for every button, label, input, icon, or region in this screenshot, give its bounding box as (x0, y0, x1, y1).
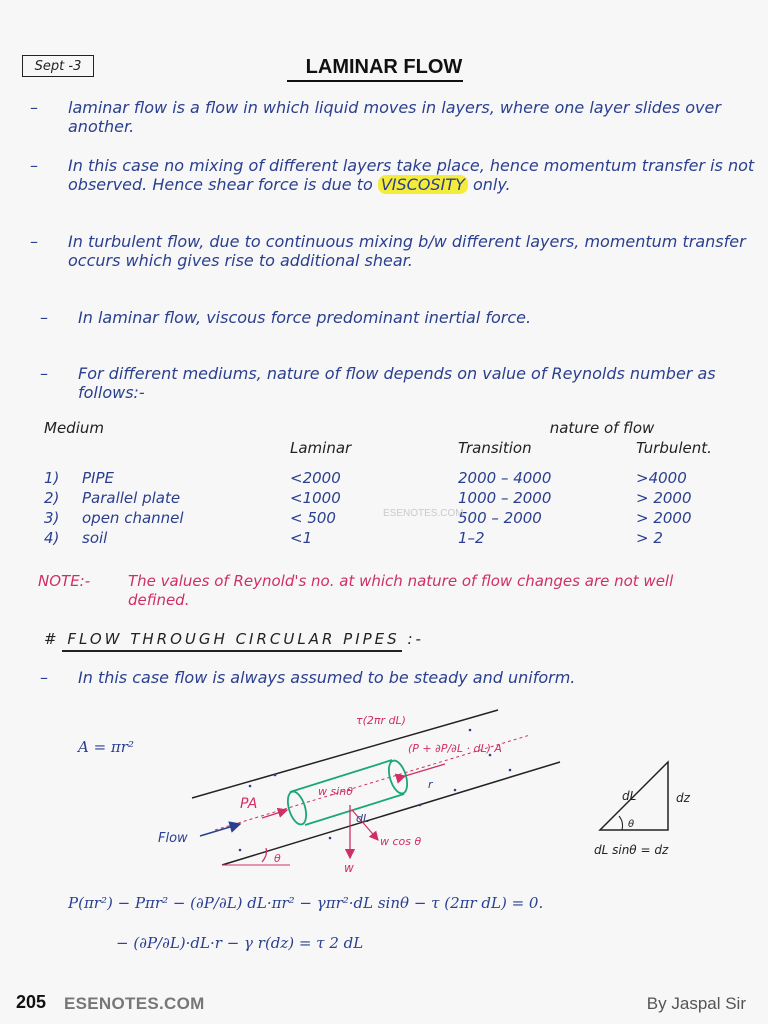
date-box: Sept -3 (22, 55, 94, 77)
label-shear: τ(2πr dL) (356, 714, 406, 727)
paragraph-text: In laminar flow, viscous force predominant inertial force. (78, 308, 532, 327)
tri-dl: dL (622, 789, 637, 803)
paragraph-text: In this case flow is always assumed to be steady and uniform. (78, 668, 576, 687)
label-w: w (344, 861, 354, 875)
paragraph-text: In turbulent flow, due to continuous mixing b/w different layers, momentum transfer occurs which gives rise to additional shear. (68, 232, 746, 270)
col-transition: Transition (458, 439, 532, 457)
equation-1: P(πr²) − Pπr² − (∂P/∂L) dL·πr² − γπr²·dL sinθ − τ (2πr dL) = 0. (68, 894, 544, 912)
paragraph-text: For different mediums, nature of flow depends on value of Reynolds number as follows:- (78, 364, 716, 402)
row-num: 4) (44, 529, 60, 547)
note-text: The values of Reynold's no. at which nature of flow changes are not well defined. (128, 572, 674, 609)
table-row (40, 468, 750, 488)
tri-dz: dz (676, 791, 690, 805)
label-dl: dL (356, 812, 370, 825)
table-row (40, 488, 750, 508)
row-medium: open channel (82, 509, 184, 527)
table-header-top (40, 418, 750, 438)
area-eq: A = πr² (78, 738, 134, 756)
label-wsin: w sinθ (318, 785, 353, 798)
author: By Jaspal Sir (646, 994, 746, 1013)
row-laminar: < 500 (290, 509, 336, 527)
table-row (40, 528, 750, 548)
paragraph-text: laminar flow is a flow in which liquid moves in layers, where one layer slides over another. (68, 98, 721, 136)
angle-arc (262, 848, 267, 862)
note-label: NOTE:- (38, 572, 91, 590)
table-header-columns (40, 438, 750, 458)
row-transition: 1–2 (458, 529, 485, 547)
row-medium: PIPE (82, 469, 114, 487)
paragraph-text (68, 156, 758, 194)
bullet-dash: – (30, 232, 38, 251)
row-turbulent: > 2000 (636, 489, 692, 507)
row-num: 3) (44, 509, 60, 527)
row-laminar: <1000 (290, 489, 341, 507)
label-wcos: w cos θ (380, 835, 422, 848)
watermark: ESENOTES.COM (383, 508, 464, 519)
paragraph-text-after: only. (467, 175, 511, 194)
label-downstream-force: (P + ∂P/∂L · dL) A (408, 742, 502, 755)
tri-eq: dL sinθ = dz (594, 843, 669, 857)
pipe-wall-bottom (222, 762, 560, 865)
section-heading: # FLOW THROUGH CIRCULAR PIPES :- (44, 630, 424, 648)
row-num: 2) (44, 489, 60, 507)
bullet-dash: – (30, 98, 38, 117)
col-laminar: Laminar (290, 439, 352, 457)
row-turbulent: > 2 (636, 529, 663, 547)
row-laminar: <2000 (290, 469, 341, 487)
nature-header: nature of flow (549, 419, 655, 437)
bullet-dash: – (30, 156, 38, 175)
reynolds-table (40, 418, 750, 548)
page-title: LAMINAR FLOW (305, 56, 463, 78)
row-turbulent: >4000 (636, 469, 687, 487)
row-turbulent: > 2000 (636, 509, 692, 527)
row-num: 1) (44, 469, 60, 487)
row-medium: soil (82, 529, 108, 547)
equation-2: − (∂P/∂L)·dL·r − γ r(dz) = τ 2 dL (116, 934, 364, 952)
flow-arrow (200, 824, 240, 836)
force-pa-arrow (262, 810, 287, 818)
paragraph-text-before: In this case no mixing of different layers take place, hence momentum transfer is not observed. Hence shear force is due to (68, 156, 755, 194)
force-p2-arrow (405, 764, 445, 776)
page-number: 205 (16, 992, 47, 1012)
label-theta: θ (274, 852, 281, 865)
label-r: r (428, 778, 433, 791)
row-medium: Parallel plate (82, 489, 181, 507)
bullet-dash: – (40, 364, 48, 383)
highlighted-word: VISCOSITY (378, 175, 468, 194)
row-laminar: <1 (290, 529, 313, 547)
row-transition: 500 – 2000 (458, 509, 542, 527)
label-flow: Flow (158, 831, 188, 846)
bullet-dash: – (40, 308, 48, 327)
tri-theta: θ (628, 819, 635, 830)
section-underline (62, 650, 402, 652)
row-transition: 1000 – 2000 (458, 489, 552, 507)
pipe-diagram (0, 690, 768, 890)
title-underline (287, 80, 463, 82)
site-name: ESENOTES.COM (64, 994, 205, 1013)
row-transition: 2000 – 4000 (458, 469, 552, 487)
medium-header: Medium (44, 419, 104, 437)
bullet-dash: – (40, 668, 48, 687)
col-turbulent: Turbulent. (636, 439, 712, 457)
label-pa: PA (240, 796, 258, 812)
